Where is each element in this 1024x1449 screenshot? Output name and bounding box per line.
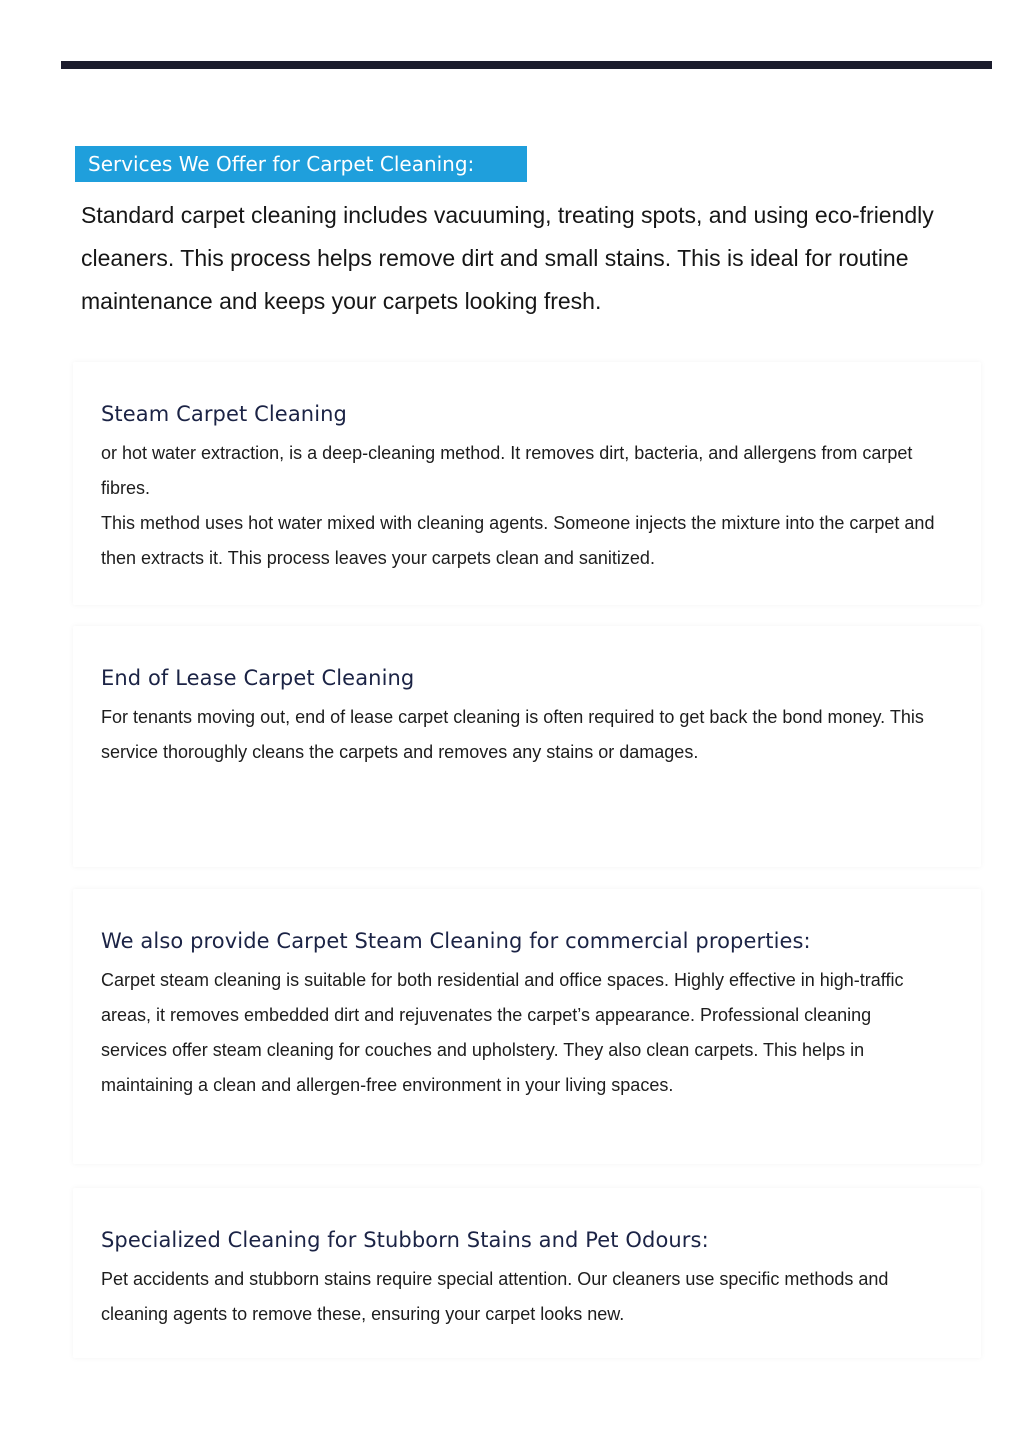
top-divider-bar — [61, 61, 992, 69]
service-card-commercial — [73, 889, 981, 1164]
service-card-stains-pet-odours — [73, 1188, 981, 1358]
service-description: Pet accidents and stubborn stains require special attention. Our cleaners use specific methods and cleaning agents to remove these, ensuring your carpet looks new. — [101, 1269, 889, 1324]
service-title: End of Lease Carpet Cleaning — [101, 666, 415, 690]
section-title-badge: Services We Offer for Carpet Cleaning: — [75, 146, 527, 182]
service-title: Specialized Cleaning for Stubborn Stains and Pet Odours: — [101, 1228, 709, 1252]
service-description: Carpet steam cleaning is suitable for both residential and office spaces. Highly effective in high-traffic areas, it removes embedded dirt and rejuvenates the carpet’s appearance. Professional cleaning services offer steam cleaning for couches and upholstery. They also clean carpets. This helps in maintaining a clean and allergen-free environment in your living spaces. — [101, 970, 904, 1095]
service-description: or hot water extraction, is a deep-cleaning method. It removes dirt, bacteria, and allergens from carpet fibres. — [101, 443, 913, 498]
intro-paragraph: Standard carpet cleaning includes vacuuming, treating spots, and using eco-friendly cleaners. This process helps remove dirt and small stains. This is ideal for routine maintenance and keeps your carpets looking fresh. — [81, 202, 934, 314]
service-title: Steam Carpet Cleaning — [101, 402, 347, 426]
service-card-end-of-lease — [73, 626, 981, 867]
service-title: We also provide Carpet Steam Cleaning for commercial properties: — [101, 929, 811, 953]
service-description: For tenants moving out, end of lease carpet cleaning is often required to get back the bond money. This service thoroughly cleans the carpets and removes any stains or damages. — [101, 707, 924, 762]
service-description: This method uses hot water mixed with cleaning agents. Someone injects the mixture into the carpet and then extracts it. This process leaves your carpets clean and sanitized. — [101, 513, 935, 568]
service-card-steam — [73, 362, 981, 605]
